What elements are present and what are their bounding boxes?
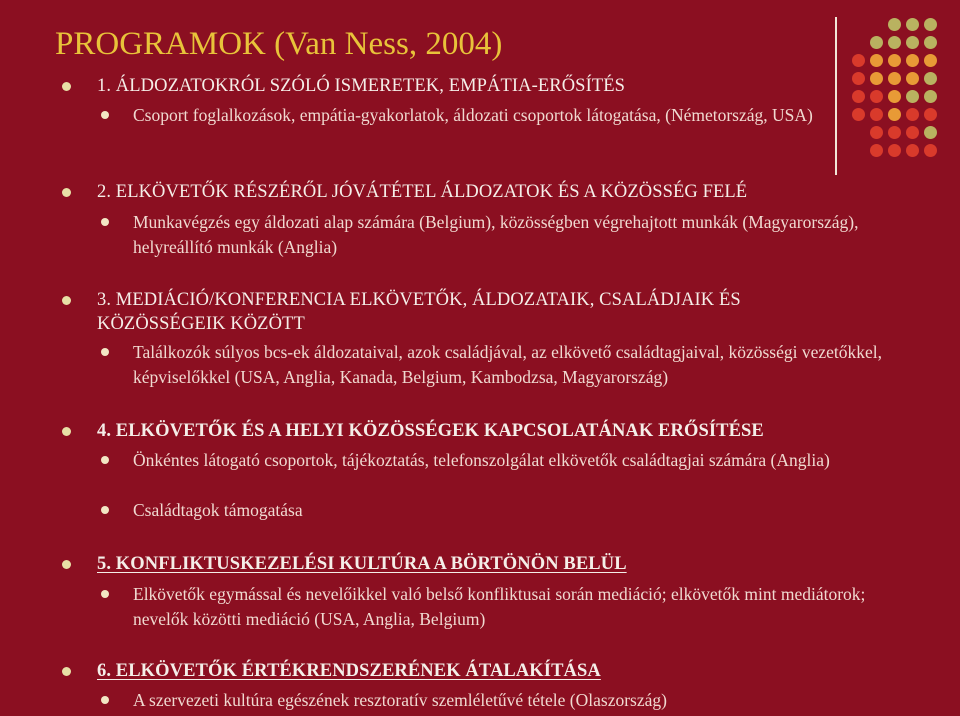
section-bullet-icon	[62, 427, 71, 436]
decorative-dot	[888, 54, 901, 67]
section-bullet-icon	[62, 82, 71, 91]
section-2-item-1: Munkavégzés egy áldozati alap számára (Belgium), közösségben végrehajtott munkák (Magyarország), helyreállító munkák (Anglia)	[133, 212, 859, 257]
decorative-dot	[870, 54, 883, 67]
section-4-item-1: Önkéntes látogató csoportok, tájékoztatás, telefonszolgálat elkövetők családtagjai számára (Anglia)	[133, 450, 830, 470]
decorative-dot	[888, 144, 901, 157]
item-bullet-icon	[101, 506, 109, 514]
section-heading-6	[97, 659, 897, 683]
decorative-dot	[924, 36, 937, 49]
decorative-dot	[870, 36, 883, 49]
decorative-dot	[924, 90, 937, 103]
decorative-dot	[906, 18, 919, 31]
section-1-item-1: Csoport foglalkozások, empátia-gyakorlatok, áldozati csoportok látogatása, (Németország, USA)	[133, 105, 813, 125]
section-4-item-2: Családtagok támogatása	[133, 500, 303, 520]
decorative-dot	[924, 144, 937, 157]
title-sub: (Van Ness, 2004)	[265, 26, 503, 62]
section-bullet-icon	[62, 667, 71, 676]
decorative-dot	[906, 108, 919, 121]
decorative-dot	[924, 18, 937, 31]
item-bullet-icon	[101, 348, 109, 356]
section-6-item-1: A szervezeti kultúra egészének resztoratív szemléletűvé tétele (Olaszország)	[133, 690, 667, 710]
section-heading-1: 1. ÁLDOZATOKRÓL SZÓLÓ ISMERETEK, EMPÁTIA-ERŐSÍTÉS	[97, 76, 626, 96]
decorative-dot	[906, 36, 919, 49]
section-5-item-1: Elkövetők egymással és nevelőikkel való belső konfliktusai során mediáció; elkövetők mint mediátorok; nevelők közötti mediáció (USA, Anglia, Belgium)	[133, 584, 866, 629]
decorative-dot	[906, 54, 919, 67]
section-heading-5	[97, 552, 897, 576]
decorative-dot	[852, 54, 865, 67]
decorative-dot	[906, 126, 919, 139]
section-heading-6-text: 6. ELKÖVETŐK ÉRTÉKRENDSZERÉNEK ÁTALAKÍTÁSA	[97, 661, 601, 681]
item-bullet-icon	[101, 590, 109, 598]
decorative-dot	[924, 72, 937, 85]
section-bullet-icon	[62, 188, 71, 197]
decorative-dot	[924, 108, 937, 121]
section-bullet-icon	[62, 296, 71, 305]
item-bullet-icon	[101, 456, 109, 464]
item-bullet-icon	[101, 111, 109, 119]
decorative-dot	[870, 144, 883, 157]
decorative-dot	[906, 72, 919, 85]
section-heading-2: 2. ELKÖVETŐK RÉSZÉRŐL JÓVÁTÉTEL ÁLDOZATOK ÉS A KÖZÖSSÉG FELÉ	[97, 182, 748, 202]
decorative-dot	[888, 36, 901, 49]
section-heading-5-text: 5. KONFLIKTUSKEZELÉSI KULTÚRA A BÖRTÖNÖN BELÜL	[97, 554, 627, 574]
item-bullet-icon	[101, 218, 109, 226]
section-heading-4: 4. ELKÖVETŐK ÉS A HELYI KÖZÖSSÉGEK KAPCSOLATÁNAK ERŐSÍTÉSE	[97, 421, 764, 441]
decorative-dot	[888, 18, 901, 31]
section-bullet-icon	[62, 560, 71, 569]
decorative-dot	[924, 126, 937, 139]
item-bullet-icon	[101, 696, 109, 704]
section-3-item-1: Találkozók súlyos bcs-ek áldozataival, azok családjával, az elkövető családtagjaival, közösségi vezetőkkel, képviselőkkel (USA, Anglia, Kanada, Belgium, Kambodzsa, Magyarország)	[133, 342, 883, 387]
section-heading-3: 3. MEDIÁCIÓ/KONFERENCIA ELKÖVETŐK, ÁLDOZATAIK, CSALÁDJAIK ÉS KÖZÖSSÉGEIK KÖZÖTT	[97, 290, 741, 334]
slide-title	[55, 26, 502, 62]
decorative-dot	[924, 54, 937, 67]
title-main: PROGRAMOK	[55, 26, 266, 62]
decorative-dot	[906, 90, 919, 103]
decorative-dot	[906, 144, 919, 157]
